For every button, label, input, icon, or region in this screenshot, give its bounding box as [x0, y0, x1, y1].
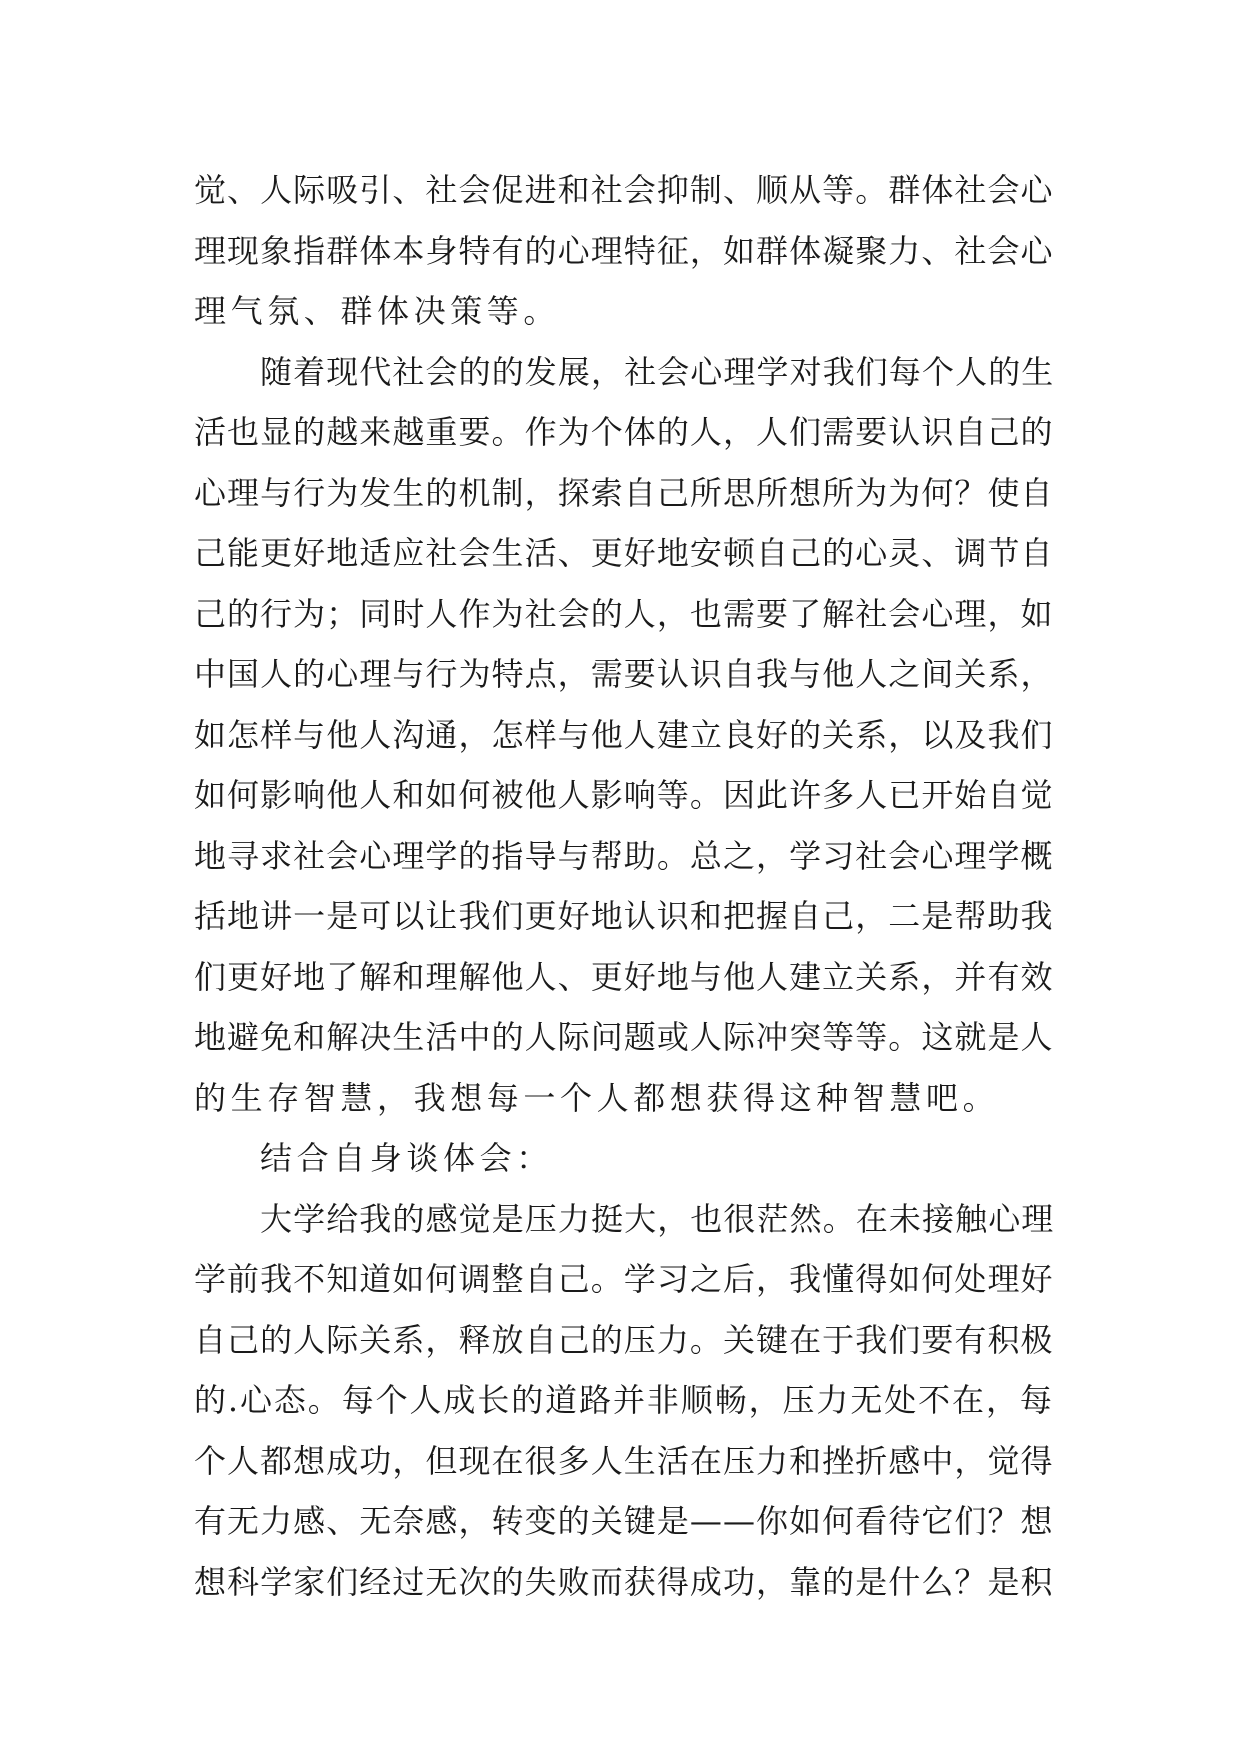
text-line: 地寻求社会心理学的指导与帮助。总之，学习社会心理学概 — [194, 836, 1054, 875]
text-line: 学前我不知道如何调整自己。学习之后，我懂得如何处理好 — [194, 1260, 1054, 1298]
text-line: 个人都想成功，但现在很多人生活在压力和挫折感中，觉得 — [194, 1441, 1054, 1480]
text-line: 理现象指群体本身特有的心理特征，如群体凝聚力、社会心 — [194, 231, 1054, 270]
text-line: 有无力感、无奈感，转变的关键是——你如何看待它们？想 — [194, 1502, 1054, 1540]
text-line: 自己的人际关系，释放自己的压力。关键在于我们要有积极 — [194, 1320, 1054, 1359]
text-line: 觉、人际吸引、社会促进和社会抑制、顺从等。群体社会心 — [194, 171, 1054, 209]
text-line: 的.心态。每个人成长的道路并非顺畅，压力无处不在，每 — [194, 1381, 1054, 1419]
text-line: 如何影响他人和如何被他人影响等。因此许多人已开始自觉 — [194, 776, 1054, 814]
text-line: 们更好地了解和理解他人、更好地与他人建立关系，并有效 — [194, 957, 1054, 996]
text-line: 结合自身谈体会： — [260, 1139, 553, 1177]
text-line: 活也显的越来越重要。作为个体的人，人们需要认识自己的 — [194, 413, 1054, 451]
text-line: 己能更好地适应社会生活、更好地安顿自己的心灵、调节自 — [194, 534, 1054, 572]
text-line: 理气氛、群体决策等。 — [194, 292, 561, 330]
text-line: 随着现代社会的的发展，社会心理学对我们每个人的生 — [260, 352, 1055, 391]
text-line: 地避免和解决生活中的人际问题或人际冲突等等。这就是人 — [194, 1018, 1054, 1056]
text-line: 己的行为；同时人作为社会的人，也需要了解社会心理，如 — [194, 594, 1054, 633]
text-line: 大学给我的感觉是压力挺大，也很茫然。在未接触心理 — [260, 1199, 1055, 1238]
text-line: 的生存智慧，我想每一个人都想获得这种智慧吧。 — [194, 1078, 1000, 1117]
text-line: 中国人的心理与行为特点，需要认识自我与他人之间关系， — [194, 655, 1054, 693]
text-line: 心理与行为发生的机制，探索自己所思所想所为为何？使自 — [194, 473, 1054, 512]
body-text — [194, 160, 1054, 1612]
text-line: 如怎样与他人沟通，怎样与他人建立良好的关系，以及我们 — [194, 715, 1054, 754]
text-line: 想科学家们经过无次的失败而获得成功，靠的是什么？是积 — [194, 1562, 1054, 1601]
text-line: 括地讲一是可以让我们更好地认识和把握自己，二是帮助我 — [194, 897, 1054, 935]
